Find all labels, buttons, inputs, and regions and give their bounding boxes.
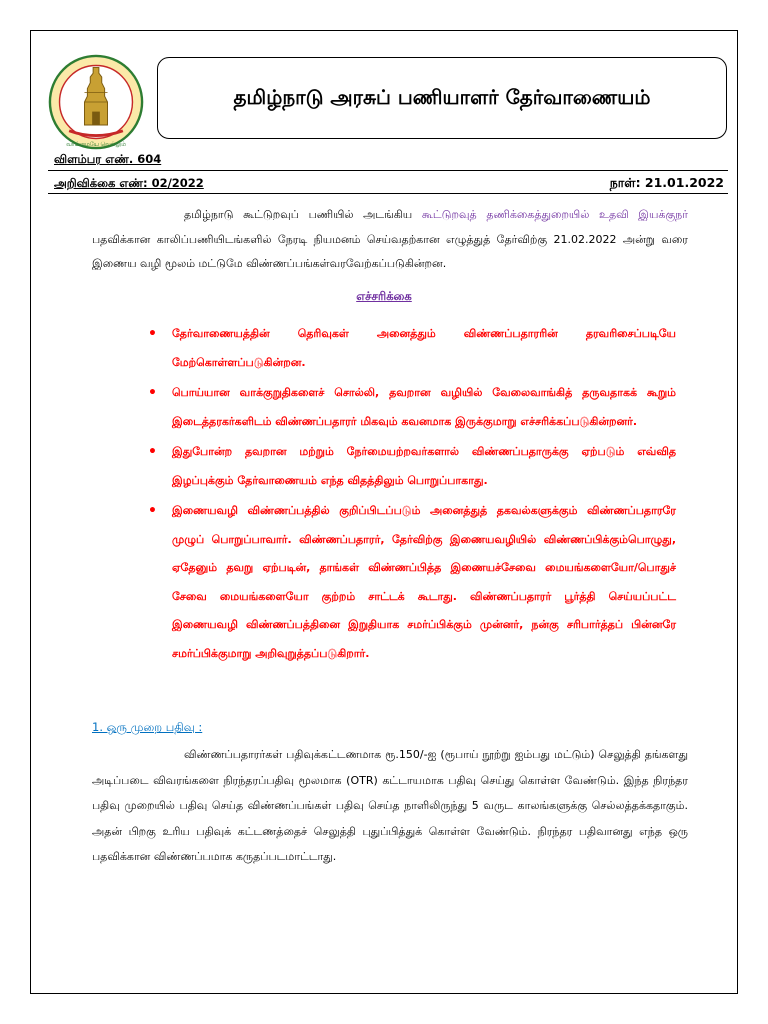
divider-top — [48, 170, 728, 171]
title-box — [157, 57, 727, 139]
warning-item — [148, 438, 676, 495]
section-one-time-registration-heading: 1. ஒரு முறை பதிவு : — [92, 720, 203, 734]
notification-date: நாள்: 21.01.2022 — [609, 175, 724, 190]
advertisement-number: விளம்பர எண். 604 — [54, 152, 162, 166]
bullet-icon: • — [148, 444, 157, 460]
tamil-nadu-emblem-logo — [48, 54, 144, 150]
warning-item-text: பொய்யான வாக்குறுதிகளைச் சொல்லி, தவறான வழியில் வேலைவாங்கித் தருவதாகக் கூறும் இடைத்தரகர்களிடம் விண்ணப்பதாரர் மிகவும் கவனமாக இருக்குமாறு எச்சரிக்கப்படுகின்றனர். — [172, 386, 676, 428]
logo-caption: வாய்மையே வெல்லும் — [66, 142, 126, 149]
bullet-icon: • — [148, 326, 157, 342]
bullet-icon: • — [148, 503, 157, 519]
notification-number: அறிவிக்கை எண்: 02/2022 — [54, 176, 204, 190]
page-title: தமிழ்நாடு அரசுப் பணியாளர் தேர்வாணையம் — [233, 84, 651, 109]
warning-item — [148, 379, 676, 436]
intro-text-end: பதவிக்கான காலிப்பணியிடங்களில் நேரடி நியமனம் செய்வதற்கான எழுத்துத் தேர்விற்கு 21.02.2022 அன்று வரை இணைய வழி மூலம் மட்டுமே விண்ணப்பங்கள்வரவேற்கப்படுகின்றன. — [92, 232, 688, 270]
divider-bottom — [48, 193, 728, 194]
warning-item-text: தேர்வாணையத்தின் தெரிவுகள் அனைத்தும் விண்ணப்பதாரரின் தரவரிசைப்படியே மேற்கொள்ளப்படுகின்றன. — [172, 327, 676, 369]
warning-item — [148, 320, 676, 377]
intro-text-start: தமிழ்நாடு கூட்டுறவுப் பணியில் அடங்கிய — [184, 208, 422, 221]
warning-item-text: இதுபோன்ற தவறான மற்றும் நேர்மையற்றவர்களால் விண்ணப்பதாருக்கு ஏற்படும் எவ்வித இழப்புக்கும் தேர்வாணையம் எந்த விதத்திலும் பொறுப்பாகாது. — [172, 445, 676, 487]
intro-paragraph — [92, 203, 688, 277]
bullet-icon: • — [148, 385, 157, 401]
warning-list — [148, 320, 676, 670]
intro-highlight: கூட்டுறவுத் தணிக்கைத்துறையில் உதவி இயக்குநர் — [421, 208, 688, 221]
warning-item-text: இணையவழி விண்ணப்பத்தில் குறிப்பிடப்படும் அனைத்துத் தகவல்களுக்கும் விண்ணப்பதாரரே முழுப் பொறுப்பாவார். விண்ணப்பதாரர், தேர்விற்கு இணையவழியில் விண்ணப்பிக்கும்பொழுது, ஏதேனும் தவறு ஏற்படின், தாங்கள் விண்ணப்பித்த இணையச்சேவை மையங்களையோ/பொதுச் சேவை மையங்களையோ குற்றம் சாட்டக் கூடாது. விண்ணப்பதாரர் பூர்த்தி செய்யப்பட்ட இணையவழி விண்ணப்பத்தினை இறுதியாக சமர்ப்பிக்கும் முன்னர், நன்கு சரிபார்த்தப் பின்னரே சமர்ப்பிக்குமாறு அறிவுறுத்தப்படுகிறார். — [172, 504, 676, 660]
section-one-time-registration-body: விண்ணப்பதாரர்கள் பதிவுக்கட்டணமாக ரூ.150/-ஐ (ரூபாய் நூற்று ஐம்பது மட்டும்) செலுத்தி தங்களது அடிப்படை விவரங்களை நிரந்தரப்பதிவு மூலமாக (OTR) கட்டாயமாக பதிவு செய்து கொள்ள வேண்டும். இந்த நிரந்தர பதிவு முறையில் பதிவு செய்த விண்ணப்பங்கள் பதிவு செய்த நாளிலிருந்து 5 வருட காலங்களுக்கு செல்லத்தக்கதாகும். அதன் பிறகு உரிய பதிவுக் கட்டணத்தைச் செலுத்தி புதுப்பித்துக் கொள்ள வேண்டும். நிரந்தர பதிவானது எந்த ஒரு பதவிக்கான விண்ணப்பமாக கருதப்படமாட்டாது. — [92, 748, 688, 863]
warning-heading: எச்சரிக்கை — [356, 289, 412, 303]
warning-item — [148, 497, 676, 668]
